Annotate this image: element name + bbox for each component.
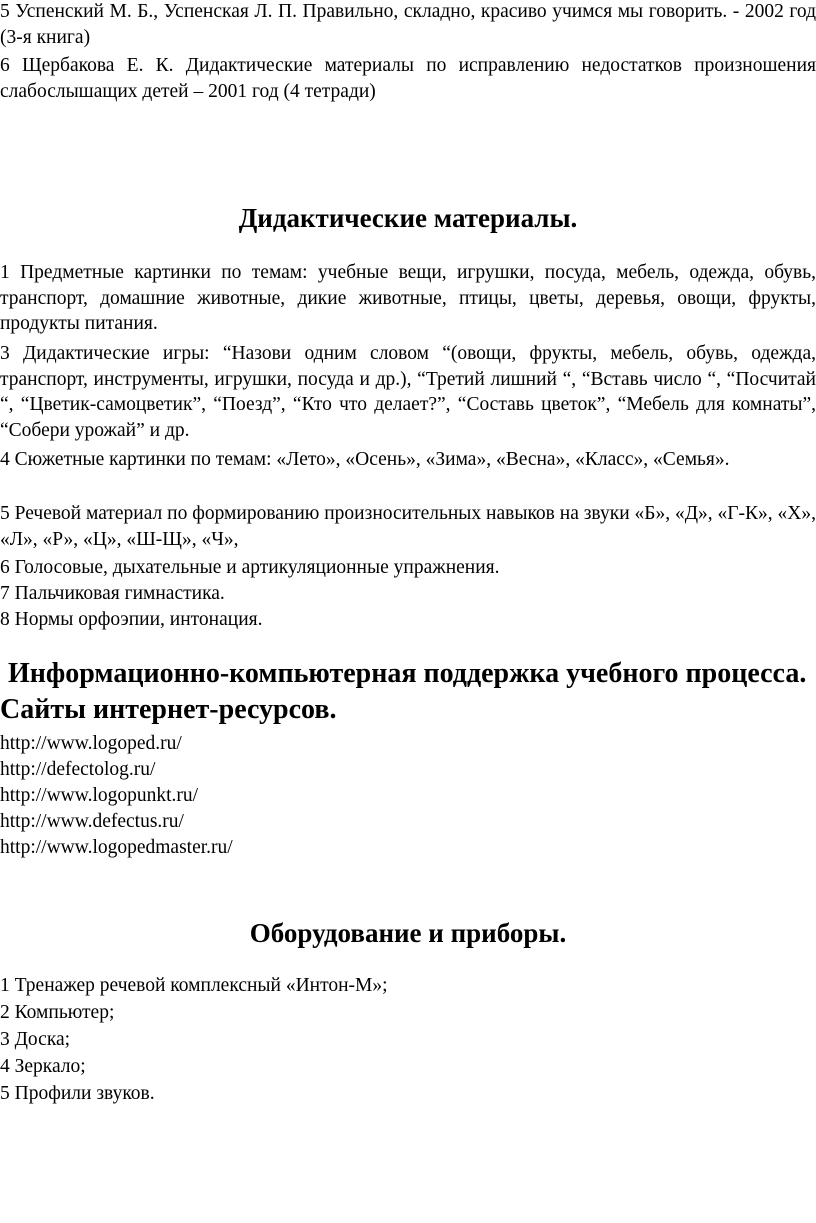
didactic-item-3: 3 Дидактические игры: “Назови одним словом “(овощи, фрукты, мебель, обувь, одежда, транспорт, инструменты, игрушки, посуда и др.), “Третий лишний “, “Вставь число “, “Посчитай “, “Цветик-самоцветик”, “Поезд”, “Кто что делает?”, “Составь цветок”, “Мебель для комнаты”, “Собери урожай” и др. [0, 343, 816, 441]
reference-item-6: 6 Щербакова Е. К. Дидактические материалы по исправлению недостатков произношения слабослышащих детей – 2001 год (4 тетради) [0, 55, 816, 102]
link-logopunkt[interactable]: http://www.logopunkt.ru/ [0, 785, 199, 806]
didactic-item-5: 5 Речевой материал по формированию произносительных навыков на звуки «Б», «Д», «Г-К», «Х», «Л», «Р», «Ц», «Ш-Щ», «Ч», [0, 503, 816, 550]
link-defectus[interactable]: http://www.defectus.ru/ [0, 811, 184, 832]
equipment-item-4: 4 Зеркало; [0, 1056, 86, 1077]
equipment-item-3: 3 Доска; [0, 1029, 71, 1050]
internet-resources-heading: Сайты интернет-ресурсов. [0, 694, 337, 725]
didactic-item-6: 6 Голосовые, дыхательные и артикуляционные упражнения. [0, 557, 500, 578]
didactic-item-8: 8 Нормы орфоэпии, интонация. [0, 609, 263, 630]
didactic-item-4: 4 Сюжетные картинки по темам: «Лето», «Осень», «Зима», «Весна», «Класс», «Семья». [0, 449, 730, 470]
reference-item-5: 5 Успенский М. Б., Успенская Л. П. Правильно, складно, красиво учимся мы говорить. - 2002 год (3-я книга) [0, 1, 816, 48]
link-defectolog[interactable]: http://defectolog.ru/ [0, 759, 156, 780]
link-logoped[interactable]: http://www.logoped.ru/ [0, 733, 182, 754]
equipment-item-2: 2 Компьютер; [0, 1002, 115, 1023]
equipment-item-5: 5 Профили звуков. [0, 1083, 155, 1104]
link-logopedmaster[interactable]: http://www.logopedmaster.ru/ [0, 837, 233, 858]
didactic-materials-heading: Дидактические материалы. [238, 203, 578, 233]
equipment-heading: Оборудование и приборы. [249, 918, 567, 948]
equipment-item-1: 1 Тренажер речевой комплексный «Интон-М»; [0, 975, 388, 996]
ict-support-heading: Информационно-компьютерная поддержка учебного процесса. [8, 658, 807, 689]
didactic-item-7: 7 Пальчиковая гимнастика. [0, 583, 225, 604]
didactic-item-1: 1 Предметные картинки по темам: учебные вещи, игрушки, посуда, мебель, одежда, обувь, транспорт, домашние животные, дикие животные, птицы, цветы, деревья, овощи, фрукты, продукты питания. [0, 262, 816, 334]
